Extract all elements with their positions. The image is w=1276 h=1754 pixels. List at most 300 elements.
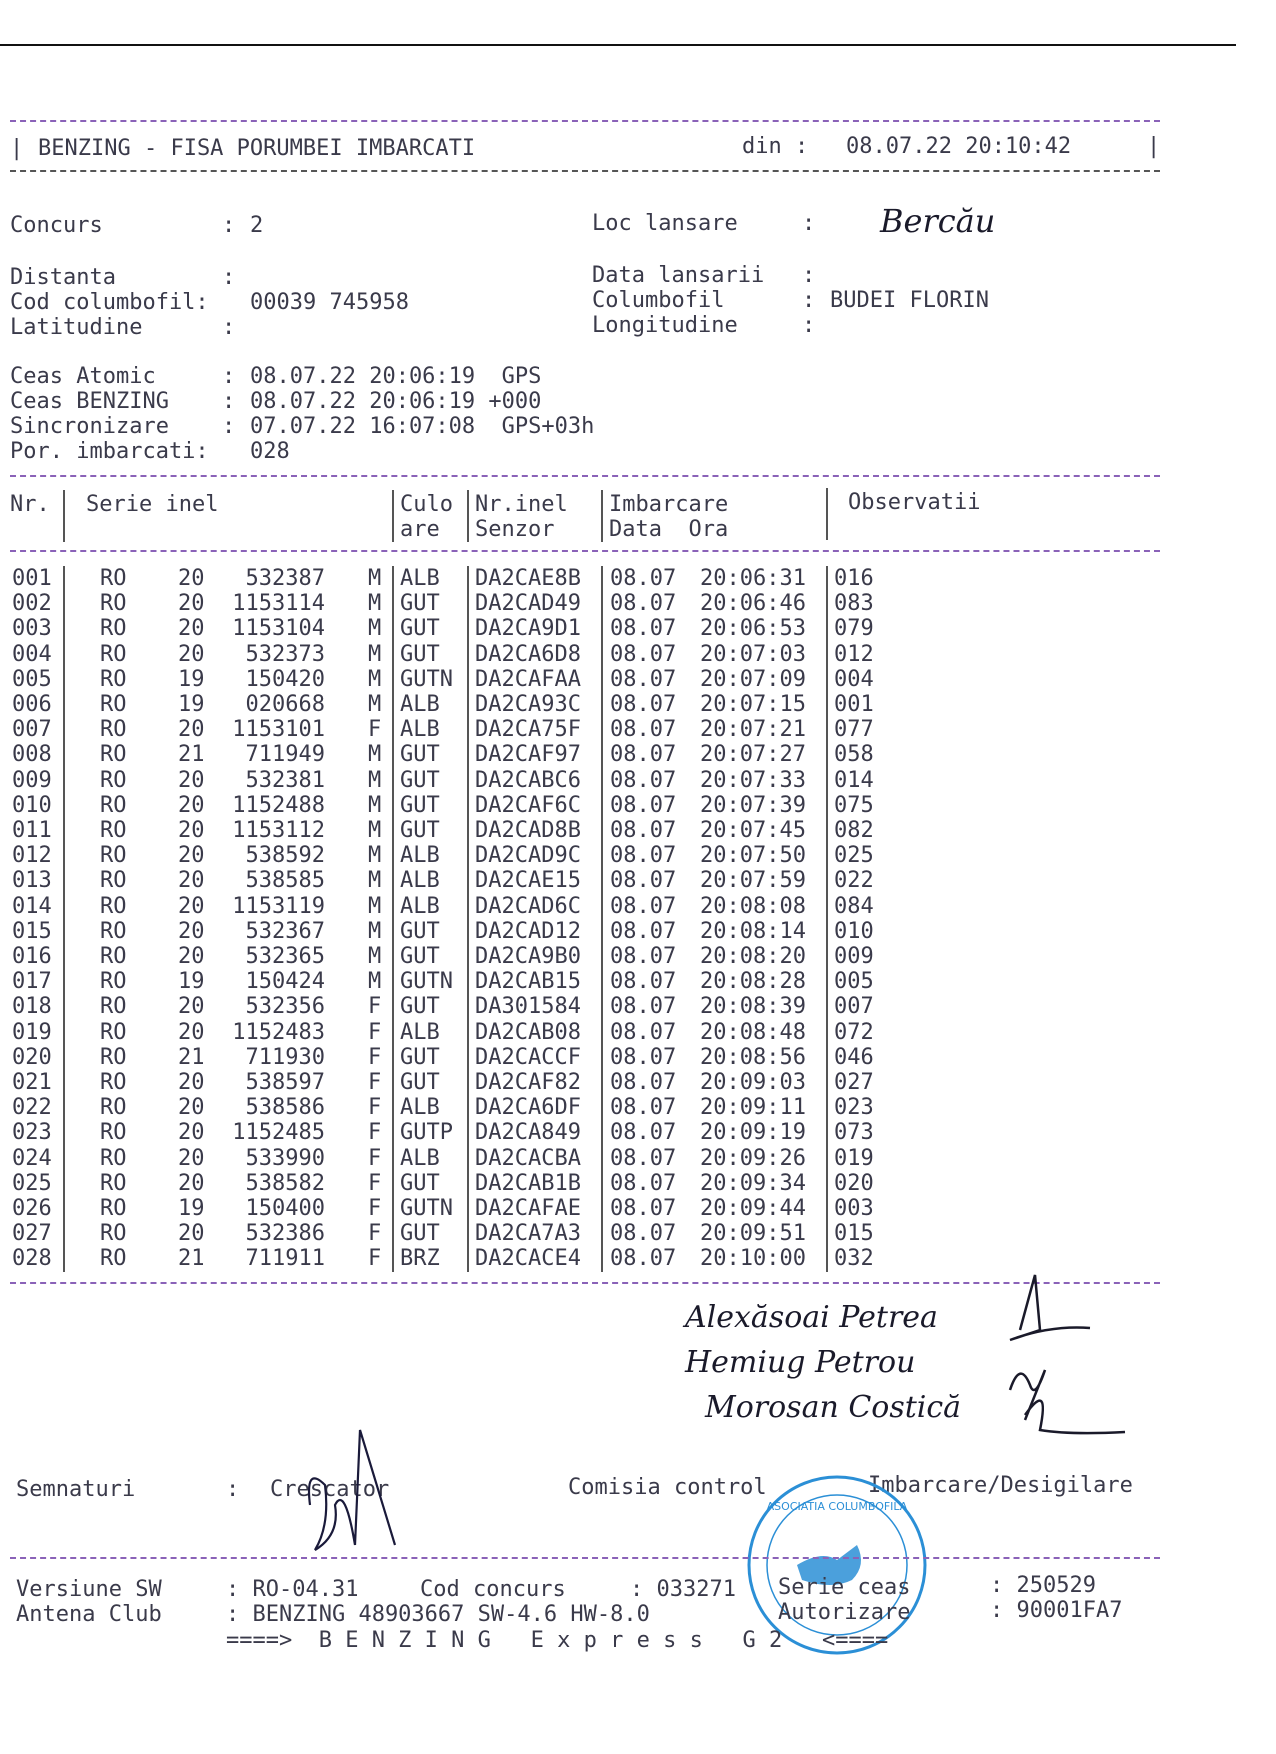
versiune-sw-label: Versiune SW (16, 1577, 162, 1602)
cell-obs: 004 (834, 666, 874, 692)
cell-sensor: DA2CA9D1 (475, 616, 581, 642)
cell-nr: 028 (12, 1246, 52, 1272)
cell-ring: 1152485 (232, 1120, 325, 1146)
cell-sensor: DA2CA6D8 (475, 641, 581, 667)
cell-date: 08.07 (610, 666, 677, 692)
cell-year: 20 (178, 893, 205, 919)
cell-ring: 532387 (245, 566, 325, 591)
cell-obs: 012 (834, 641, 874, 667)
cell-country: RO (100, 843, 127, 869)
cell-obs: 058 (834, 742, 874, 768)
col-header-imbarcare-2: Data Ora (609, 517, 729, 542)
cell-obs: 032 (834, 1246, 874, 1272)
cell-ring: 538597 (245, 1070, 325, 1095)
cell-sex: M (368, 616, 382, 642)
col-header-nr: Nr. (10, 492, 50, 517)
sincronizare-value: 07.07.22 16:07:08 GPS+03h (250, 414, 595, 439)
cell-sex: M (368, 918, 382, 944)
concurs-label: Concurs (10, 213, 103, 238)
cell-sensor: DA2CA6DF (475, 1095, 581, 1121)
cell-color: GUTN (400, 666, 453, 692)
cell-time: 20:07:50 (700, 843, 806, 869)
cell-color: GUT (400, 792, 440, 818)
autorizare-value: : 90001FA7 (990, 1598, 1123, 1623)
cell-date: 08.07 (610, 843, 677, 869)
cell-ring: 1153112 (232, 818, 325, 843)
longitudine-label: Longitudine (592, 313, 738, 338)
table-row (0, 768, 1276, 793)
commission-signature-marks (990, 1270, 1130, 1450)
col-header-culo-2: are (400, 517, 440, 542)
body-divider-3 (467, 566, 469, 1272)
cell-country: RO (100, 1044, 127, 1070)
cell-color: ALB (400, 717, 440, 743)
table-header-top-dash (10, 475, 1160, 477)
cell-nr: 013 (12, 868, 52, 894)
table-row (0, 1246, 1276, 1271)
header-divider-4 (601, 490, 603, 542)
cell-obs: 003 (834, 1196, 874, 1221)
cell-country: RO (100, 944, 127, 969)
cell-sensor: DA2CA9B0 (475, 944, 581, 969)
table-row (0, 1045, 1276, 1070)
cell-year: 20 (178, 1170, 205, 1196)
cell-date: 08.07 (610, 1196, 677, 1221)
cell-date: 08.07 (610, 717, 677, 743)
body-divider-4 (601, 566, 603, 1272)
cell-date: 08.07 (610, 767, 677, 793)
cell-time: 20:08:08 (700, 893, 806, 919)
cell-color: ALB (400, 1019, 440, 1045)
cell-nr: 011 (12, 818, 52, 843)
cell-ring: 538592 (245, 843, 325, 869)
cell-nr: 025 (12, 1170, 52, 1196)
body-divider-5 (826, 566, 828, 1272)
cell-date: 08.07 (610, 692, 677, 717)
cell-year: 20 (178, 566, 205, 591)
cell-date: 08.07 (610, 641, 677, 667)
cell-color: BRZ (400, 1246, 440, 1272)
cell-sex: M (368, 692, 382, 717)
cell-nr: 026 (12, 1196, 52, 1221)
cell-sex: M (368, 641, 382, 667)
cell-color: GUT (400, 641, 440, 667)
table-row (0, 591, 1276, 616)
cell-obs: 046 (834, 1044, 874, 1070)
header-divider-3 (467, 490, 469, 542)
crescator-signature-stroke (309, 1430, 395, 1550)
sincronizare-label: Sincronizare (10, 414, 169, 439)
table-row (0, 1095, 1276, 1120)
din-value: 08.07.22 20:10:42 (846, 134, 1072, 159)
cell-time: 20:09:11 (700, 1095, 806, 1121)
col-header-nrinel-2: Senzor (475, 517, 555, 542)
cell-color: GUT (400, 1044, 440, 1070)
cell-date: 08.07 (610, 944, 677, 969)
cell-country: RO (100, 566, 127, 591)
table-row (0, 894, 1276, 919)
table-row (0, 818, 1276, 843)
cell-color: GUT (400, 918, 440, 944)
cell-year: 20 (178, 792, 205, 818)
cell-sensor: DA2CAF6C (475, 792, 581, 818)
top-border-line (0, 44, 1236, 46)
cell-sex: M (368, 868, 382, 894)
cell-color: GUT (400, 818, 440, 843)
cell-obs: 009 (834, 944, 874, 969)
cell-color: GUT (400, 591, 440, 617)
cell-sensor: DA2CAE8B (475, 566, 581, 591)
cell-sex: M (368, 666, 382, 692)
cell-obs: 022 (834, 868, 874, 894)
cell-sensor: DA2CAD8B (475, 818, 581, 843)
cell-sensor: DA2CABC6 (475, 767, 581, 793)
cell-country: RO (100, 742, 127, 768)
cell-year: 21 (178, 742, 205, 768)
cell-time: 20:09:03 (700, 1070, 806, 1095)
cell-country: RO (100, 1095, 127, 1121)
cell-nr: 009 (12, 767, 52, 793)
table-row (0, 1020, 1276, 1045)
cell-date: 08.07 (610, 1120, 677, 1146)
cell-country: RO (100, 767, 127, 793)
cell-sensor: DA2CAB1B (475, 1170, 581, 1196)
table-row (0, 1146, 1276, 1171)
table-row (0, 843, 1276, 868)
table-row (0, 1171, 1276, 1196)
cell-year: 20 (178, 717, 205, 743)
longitudine-colon: : (802, 313, 816, 338)
cell-color: ALB (400, 893, 440, 919)
cell-obs: 015 (834, 1221, 874, 1247)
cell-year: 21 (178, 1044, 205, 1070)
sincronizare-colon: : (222, 414, 236, 439)
cell-date: 08.07 (610, 1095, 677, 1121)
col-header-imbarcare-1: Imbarcare (609, 492, 729, 517)
cell-nr: 023 (12, 1120, 52, 1146)
table-row (0, 1196, 1276, 1221)
antena-club-value: : BENZING 48903667 SW-4.6 HW-8.0 (226, 1602, 650, 1627)
cell-sensor: DA2CAB15 (475, 969, 581, 995)
cell-nr: 024 (12, 1145, 52, 1171)
cell-nr: 027 (12, 1221, 52, 1247)
cell-obs: 020 (834, 1170, 874, 1196)
cell-sensor: DA2CAFAE (475, 1196, 581, 1221)
table-row (0, 616, 1276, 641)
cell-nr: 022 (12, 1095, 52, 1121)
stamp-text: ASOCIATIA COLUMBOFILA (766, 1500, 908, 1513)
cell-ring: 711949 (245, 742, 325, 768)
por-imbarcati-label: Por. imbarcati: (10, 439, 209, 464)
cell-sex: F (368, 1221, 382, 1247)
cell-time: 20:06:31 (700, 566, 806, 591)
cell-date: 08.07 (610, 792, 677, 818)
cell-date: 08.07 (610, 994, 677, 1020)
cell-nr: 020 (12, 1044, 52, 1070)
cell-sex: M (368, 767, 382, 793)
cell-nr: 016 (12, 944, 52, 969)
cell-obs: 016 (834, 566, 874, 591)
cell-sensor: DA2CAD9C (475, 843, 581, 869)
cell-color: GUTP (400, 1120, 453, 1146)
cell-date: 08.07 (610, 1221, 677, 1247)
crescator-signature (300, 1425, 410, 1565)
cell-time: 20:10:00 (700, 1246, 806, 1272)
cell-obs: 023 (834, 1095, 874, 1121)
semnaturi-colon: : (226, 1477, 240, 1502)
cell-ring: 532381 (245, 767, 325, 793)
cell-year: 20 (178, 1145, 205, 1171)
cell-date: 08.07 (610, 1019, 677, 1045)
cell-obs: 019 (834, 1145, 874, 1171)
cell-sensor: DA2CA93C (475, 692, 581, 717)
cell-sex: F (368, 1120, 382, 1146)
din-label: din : (742, 134, 809, 159)
cell-year: 19 (178, 692, 205, 717)
cell-sex: M (368, 566, 382, 591)
cell-year: 20 (178, 944, 205, 969)
cell-color: GUT (400, 1170, 440, 1196)
cell-year: 21 (178, 1246, 205, 1272)
antena-club-label: Antena Club (16, 1602, 162, 1627)
table-row (0, 944, 1276, 969)
table-row (0, 642, 1276, 667)
cell-ring: 150424 (245, 969, 325, 995)
cell-country: RO (100, 1170, 127, 1196)
cell-sex: M (368, 742, 382, 768)
cell-ring: 1152483 (232, 1019, 325, 1045)
serie-ceas-label: Serie ceas (778, 1575, 911, 1600)
cell-obs: 082 (834, 818, 874, 843)
cell-nr: 005 (12, 666, 52, 692)
table-row (0, 742, 1276, 767)
cell-sensor: DA2CACBA (475, 1145, 581, 1171)
cell-ring: 1153101 (232, 717, 325, 743)
cod-concurs-value: : 033271 (630, 1577, 736, 1602)
cell-country: RO (100, 692, 127, 717)
cell-ring: 532365 (245, 944, 325, 969)
cell-sensor: DA2CA849 (475, 1120, 581, 1146)
cell-country: RO (100, 1221, 127, 1247)
cell-sensor: DA2CAF82 (475, 1070, 581, 1095)
cell-obs: 001 (834, 692, 874, 717)
latitudine-colon: : (222, 315, 236, 340)
cell-sex: F (368, 1019, 382, 1045)
cell-year: 20 (178, 818, 205, 843)
body-divider-2 (392, 566, 394, 1272)
cell-country: RO (100, 666, 127, 692)
cell-sensor: DA2CAD49 (475, 591, 581, 617)
cell-time: 20:07:33 (700, 767, 806, 793)
loc-lansare-colon: : (802, 211, 816, 236)
cell-nr: 014 (12, 893, 52, 919)
cell-year: 20 (178, 767, 205, 793)
cell-country: RO (100, 818, 127, 843)
loc-lansare-label: Loc lansare (592, 211, 738, 236)
cell-obs: 025 (834, 843, 874, 869)
cell-color: ALB (400, 1145, 440, 1171)
cell-country: RO (100, 792, 127, 818)
cell-obs: 084 (834, 893, 874, 919)
cell-nr: 015 (12, 918, 52, 944)
cell-obs: 072 (834, 1019, 874, 1045)
cell-color: GUT (400, 742, 440, 768)
cell-ring: 150420 (245, 666, 325, 692)
ceas-atomic-label: Ceas Atomic (10, 364, 156, 389)
cell-date: 08.07 (610, 893, 677, 919)
cell-ring: 532367 (245, 918, 325, 944)
cell-ring: 150400 (245, 1196, 325, 1221)
latitudine-label: Latitudine (10, 315, 143, 340)
cell-obs: 077 (834, 717, 874, 743)
cell-country: RO (100, 994, 127, 1020)
cell-country: RO (100, 1145, 127, 1171)
autorizare-label: Autorizare (778, 1600, 911, 1625)
cell-obs: 083 (834, 591, 874, 617)
cell-time: 20:09:34 (700, 1170, 806, 1196)
ceas-benzing-value: 08.07.22 20:06:19 +000 (250, 389, 542, 414)
cell-sex: M (368, 591, 382, 617)
cell-obs: 073 (834, 1120, 874, 1146)
cell-nr: 018 (12, 994, 52, 1020)
cell-sex: F (368, 717, 382, 743)
cell-ring: 538585 (245, 868, 325, 894)
table-row (0, 667, 1276, 692)
cell-time: 20:07:21 (700, 717, 806, 743)
header-divider-5 (826, 488, 828, 540)
cell-color: ALB (400, 1095, 440, 1121)
data-lansarii-colon: : (802, 263, 816, 288)
cell-sex: F (368, 1196, 382, 1221)
cell-year: 20 (178, 641, 205, 667)
cell-color: GUT (400, 944, 440, 969)
cell-ring: 538582 (245, 1170, 325, 1196)
cell-ring: 020668 (245, 692, 325, 717)
cell-time: 20:08:39 (700, 994, 806, 1020)
cell-ring: 532356 (245, 994, 325, 1020)
cell-time: 20:08:20 (700, 944, 806, 969)
cod-columbofil-value: 00039 745958 (250, 290, 409, 315)
table-row (0, 717, 1276, 742)
body-divider-1 (63, 566, 65, 1272)
cell-obs: 005 (834, 969, 874, 995)
cell-ring: 1152488 (232, 792, 325, 818)
cell-date: 08.07 (610, 969, 677, 995)
cell-time: 20:06:53 (700, 616, 806, 642)
cell-date: 08.07 (610, 591, 677, 617)
cell-date: 08.07 (610, 1145, 677, 1171)
table-row (0, 969, 1276, 994)
cell-sensor: DA301584 (475, 994, 581, 1020)
cell-date: 08.07 (610, 616, 677, 642)
cell-date: 08.07 (610, 1170, 677, 1196)
cell-country: RO (100, 1070, 127, 1095)
cell-time: 20:09:26 (700, 1145, 806, 1171)
cell-date: 08.07 (610, 1070, 677, 1095)
cell-obs: 014 (834, 767, 874, 793)
cell-ring: 1153114 (232, 591, 325, 617)
cell-obs: 010 (834, 918, 874, 944)
cell-country: RO (100, 893, 127, 919)
cell-year: 20 (178, 1019, 205, 1045)
cell-time: 20:07:15 (700, 692, 806, 717)
benzing-express-line: ====> B E N Z I N G E x p r e s s G 2 <==== (226, 1628, 889, 1653)
cell-year: 20 (178, 1095, 205, 1121)
cell-date: 08.07 (610, 1044, 677, 1070)
header-divider-2 (392, 490, 394, 542)
cell-country: RO (100, 918, 127, 944)
col-header-observatii: Observatii (848, 490, 981, 515)
cell-obs: 079 (834, 616, 874, 642)
cell-year: 20 (178, 843, 205, 869)
imbarcare-desigilare-label: Imbarcare/Desigilare (868, 1473, 1133, 1498)
cell-country: RO (100, 1120, 127, 1146)
cell-year: 20 (178, 868, 205, 894)
col-header-nrinel-1: Nr.inel (475, 492, 568, 517)
cell-ring: 538586 (245, 1095, 325, 1121)
cell-time: 20:07:27 (700, 742, 806, 768)
cell-time: 20:08:48 (700, 1019, 806, 1045)
cell-sensor: DA2CAD6C (475, 893, 581, 919)
cell-year: 20 (178, 994, 205, 1020)
footer-top-dash (10, 1557, 1160, 1559)
cell-sex: M (368, 893, 382, 919)
cell-nr: 001 (12, 566, 52, 591)
col-header-serie: Serie inel (86, 492, 219, 517)
cell-ring: 711911 (245, 1246, 325, 1272)
cell-nr: 021 (12, 1070, 52, 1095)
cell-nr: 017 (12, 969, 52, 995)
cell-country: RO (100, 868, 127, 894)
cell-time: 20:08:56 (700, 1044, 806, 1070)
concurs-colon: : (222, 213, 236, 238)
cell-nr: 004 (12, 641, 52, 667)
cell-year: 20 (178, 1221, 205, 1247)
cod-concurs-label: Cod concurs (420, 1577, 566, 1602)
cell-color: ALB (400, 843, 440, 869)
cell-date: 08.07 (610, 566, 677, 591)
header-left-bar: | (10, 136, 24, 161)
cell-sex: F (368, 1044, 382, 1070)
cell-nr: 002 (12, 591, 52, 617)
cell-time: 20:09:51 (700, 1221, 806, 1247)
distanta-colon: : (222, 265, 236, 290)
cell-sensor: DA2CAB08 (475, 1019, 581, 1045)
cell-time: 20:08:14 (700, 918, 806, 944)
header-right-bar: | (1147, 134, 1161, 159)
cell-color: GUT (400, 767, 440, 793)
cell-color: GUT (400, 616, 440, 642)
cell-ring: 711930 (245, 1044, 325, 1070)
cell-year: 20 (178, 918, 205, 944)
crescator-label: Crescator (270, 1477, 390, 1502)
cell-time: 20:06:46 (700, 591, 806, 617)
cell-color: ALB (400, 692, 440, 717)
cell-country: RO (100, 641, 127, 667)
cell-color: GUT (400, 1221, 440, 1247)
loc-lansare-handwritten: Bercău (880, 202, 996, 240)
table-row (0, 919, 1276, 944)
serie-ceas-value: : 250529 (990, 1573, 1096, 1598)
header-bottom-dash (10, 170, 1160, 172)
concurs-value: 2 (250, 213, 264, 238)
table-row (0, 1221, 1276, 1246)
ceas-atomic-value: 08.07.22 20:06:19 GPS (250, 364, 542, 389)
cell-color: GUTN (400, 969, 453, 995)
cell-ring: 1153104 (232, 616, 325, 642)
comisia-control-label: Comisia control (568, 1475, 767, 1500)
table-header-bottom-dash (10, 550, 1160, 552)
